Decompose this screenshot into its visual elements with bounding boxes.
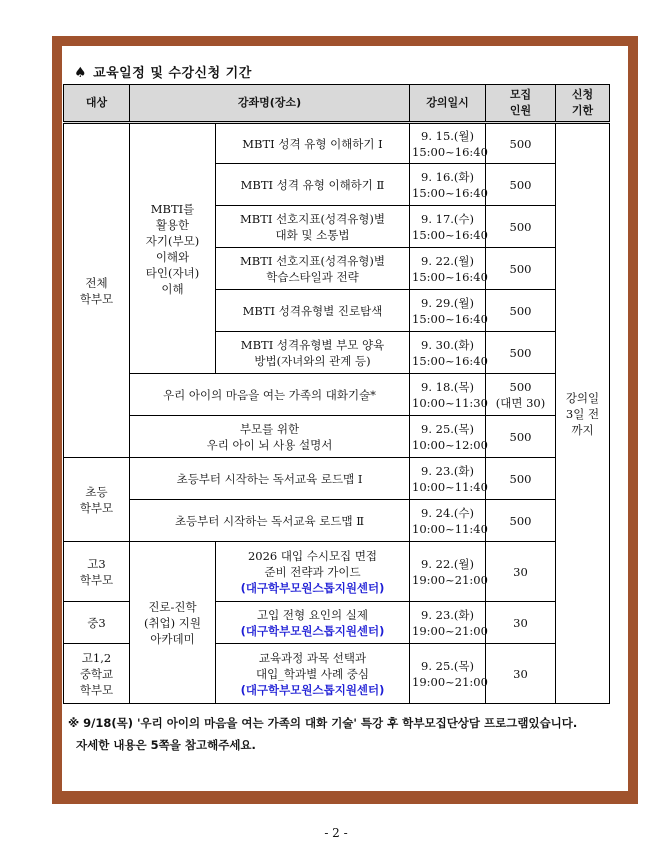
capacity-cell: 500 xyxy=(486,332,556,374)
group-elementary: 초등 학부모 xyxy=(64,458,130,542)
date-cell: 9. 22.(월) 19:00~21:00 xyxy=(410,542,486,602)
group-h3: 고3 학부모 xyxy=(64,542,130,602)
table-row xyxy=(64,458,610,500)
group-career: 진로-진학 (취업) 지원 아카데미 xyxy=(130,542,216,704)
course-cell xyxy=(216,602,410,644)
footnote xyxy=(68,712,618,756)
course-cell: 우리 아이의 마음을 여는 가족의 대화기술* xyxy=(130,374,410,416)
footnote-line-2: 자세한 내용은 5쪽을 참고해주세요. xyxy=(76,738,256,752)
course-cell: 초등부터 시작하는 독서교육 로드맵 Ⅱ xyxy=(130,500,410,542)
capacity-cell: 30 xyxy=(486,542,556,602)
header-deadline: 신청 기한 xyxy=(556,85,610,123)
date-cell: 9. 16.(화) 15:00~16:40 xyxy=(410,164,486,206)
date-cell: 9. 30.(화) 15:00~16:40 xyxy=(410,332,486,374)
date-cell: 9. 23.(화) 10:00~11:40 xyxy=(410,458,486,500)
course-cell: MBTI 선호지표(성격유형)별 대화 및 소통법 xyxy=(216,206,410,248)
date-cell: 9. 22.(월) 15:00~16:40 xyxy=(410,248,486,290)
section-title xyxy=(74,62,252,81)
header-target: 대상 xyxy=(64,85,130,123)
deadline-cell: 강의일 3일 전 까지 xyxy=(556,123,610,704)
course-cell: MBTI 성격유형별 진로탐색 xyxy=(216,290,410,332)
course-title: 고입 전형 요인의 실제 xyxy=(257,607,368,622)
group-h12: 고1,2 중학교 학부모 xyxy=(64,644,130,704)
page-number: - 2 - xyxy=(324,826,348,840)
capacity-cell: 500 xyxy=(486,290,556,332)
capacity-cell: 500 xyxy=(486,248,556,290)
course-place: (대구학부모원스톱지원센터) xyxy=(240,682,385,697)
header-capacity: 모집 인원 xyxy=(486,85,556,123)
capacity-cell: 500 xyxy=(486,164,556,206)
course-title: 2026 대입 수시모집 면접 준비 전략과 가이드 xyxy=(247,548,378,579)
table-row xyxy=(64,500,610,542)
course-place: (대구학부모원스톱지원센터) xyxy=(240,623,385,638)
date-cell: 9. 17.(수) 15:00~16:40 xyxy=(410,206,486,248)
capacity-cell: 30 xyxy=(486,602,556,644)
schedule-table xyxy=(63,84,610,704)
date-cell: 9. 23.(화) 19:00~21:00 xyxy=(410,602,486,644)
course-cell: MBTI 선호지표(성격유형)별 학습스타일과 전략 xyxy=(216,248,410,290)
date-cell: 9. 24.(수) 10:00~11:40 xyxy=(410,500,486,542)
header-date: 강의일시 xyxy=(410,85,486,123)
course-cell: MBTI 성격 유형 이해하기 Ⅰ xyxy=(216,123,410,164)
group-m3: 중3 xyxy=(64,602,130,644)
table-row xyxy=(64,542,610,602)
capacity-cell: 30 xyxy=(486,644,556,704)
course-cell: 부모를 위한 우리 아이 뇌 사용 설명서 xyxy=(130,416,410,458)
capacity-cell: 500 xyxy=(486,416,556,458)
date-cell: 9. 29.(월) 15:00~16:40 xyxy=(410,290,486,332)
date-cell: 9. 25.(목) 10:00~12:00 xyxy=(410,416,486,458)
date-cell: 9. 15.(월) 15:00~16:40 xyxy=(410,123,486,164)
table-row xyxy=(64,374,610,416)
group-mbti-topic: MBTI를 활용한 자기(부모) 이해와 타인(자녀) 이해 xyxy=(130,123,216,374)
course-cell: MBTI 성격 유형 이해하기 Ⅱ xyxy=(216,164,410,206)
capacity-cell: 500 xyxy=(486,206,556,248)
date-cell: 9. 25.(목) 19:00~21:00 xyxy=(410,644,486,704)
header-course: 강좌명(장소) xyxy=(130,85,410,123)
table-row xyxy=(64,123,610,164)
course-cell xyxy=(216,644,410,704)
section-title-text: 교육일정 및 수강신청 기간 xyxy=(93,66,252,81)
capacity-cell: 500 (대면 30) xyxy=(486,374,556,416)
capacity-cell: 500 xyxy=(486,458,556,500)
group-all-parents: 전체 학부모 xyxy=(64,123,130,458)
date-cell: 9. 18.(목) 10:00~11:30 xyxy=(410,374,486,416)
capacity-cell: 500 xyxy=(486,123,556,164)
footnote-line-1: ※ 9/18(목) '우리 아이의 마음을 여는 가족의 대화 기술' 특강 후 학부모집단상담 프로그램있습니다. xyxy=(68,716,578,730)
course-cell xyxy=(216,542,410,602)
table-row xyxy=(64,416,610,458)
table-header-row xyxy=(64,85,610,123)
course-title: 교육과정 과목 선택과 대입_학과별 사례 중심 xyxy=(255,650,370,681)
course-place: (대구학부모원스톱지원센터) xyxy=(240,580,385,595)
course-cell: MBTI 성격유형별 부모 양육 방법(자녀와의 관계 등) xyxy=(216,332,410,374)
capacity-cell: 500 xyxy=(486,500,556,542)
course-cell: 초등부터 시작하는 독서교육 로드맵 Ⅰ xyxy=(130,458,410,500)
spade-icon: ♠ xyxy=(74,65,88,81)
